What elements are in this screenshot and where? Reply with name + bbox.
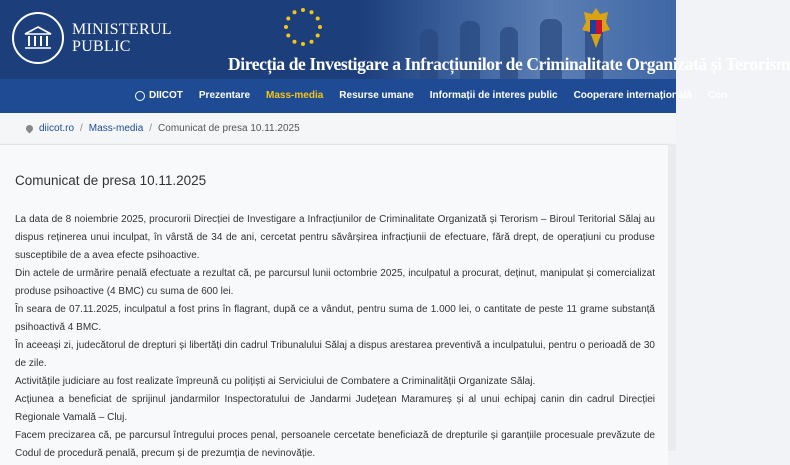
article-title: Comunicat de presa 10.11.2025	[15, 173, 207, 188]
article-paragraph: Facem precizarea că, pe parcursul întregului proces penal, persoanele cercetate beneficiază de drepturile și garanțiile procesuale prevăzute de Codul de procedură penală, precum și de prezumția de nevinovăție.	[15, 430, 655, 459]
romania-coat-of-arms-icon	[580, 6, 612, 50]
article-paragraph: La data de 8 noiembrie 2025, procurorii Direcției de Investigare a Infracțiunilor de Criminalitate Organizată și Terorism – Biroul Teritorial Sălaj au dispus reținerea unui inculpat, în vârstă de 34 de ani, cercetat pentru săvârșirea infracțiunii de efectuare, fără drept, de operațiuni cu produse susceptibile de a avea efecte psihoactive.	[15, 214, 655, 261]
article-paragraph: În aceeași zi, judecătorul de drepturi și libertăți din cadrul Tribunalului Sălaj a dispus arestarea preventivă a inculpatului, pentru o perioadă de 30 de zile.	[15, 340, 655, 369]
site-header	[0, 0, 790, 79]
nav-item-resurse-umane[interactable]: Resurse umane	[339, 90, 414, 101]
breadcrumb-separator: /	[80, 122, 83, 134]
nav-item-contact[interactable]: Con	[707, 90, 728, 101]
logo-line-2: PUBLIC	[72, 38, 131, 55]
nav-item-cooperare-internationala[interactable]: Cooperare internațională	[573, 90, 692, 101]
temple-icon	[12, 12, 64, 64]
article-paragraph: Activitățile judiciare au fost realizate împreună cu polițiști ai Serviciului de Combatere a Criminalității Organizate Sălaj.	[15, 376, 536, 387]
breadcrumb-separator: /	[149, 122, 153, 134]
nav-item-informatii-interes-public[interactable]: Informații de interes public	[429, 90, 558, 101]
nav-item-mass-media[interactable]: Mass-media	[266, 90, 324, 101]
globe-icon	[135, 91, 145, 101]
breadcrumb-section-link[interactable]: Mass-media	[88, 122, 144, 134]
article-paragraph: În seara de 07.11.2025, inculpatul a fost prins în flagrant, după ce a vândut, pentru suma de 1.000 lei, o cantitate de peste 11 grame substanță psihoactivă 4 BMC.	[15, 304, 655, 333]
breadcrumb-current: Comunicat de presa 10.11.2025	[158, 122, 300, 134]
article-paragraph: Din actele de urmărire penală efectuate a rezultat că, pe parcursul lunii octombrie 2025, inculpatul a procurat, deținut, manipulat și comercializat produse psihoactive (4 BMC) cu suma de 600 lei.	[15, 268, 655, 297]
breadcrumb	[0, 113, 676, 143]
nav-item-diicot[interactable]	[0, 79, 191, 113]
site-title: Direcția de Investigare a Infracțiunilor de Criminalitate Organizată și Terorism	[228, 54, 790, 74]
eu-flag-icon	[280, 4, 326, 50]
article-card	[0, 144, 668, 465]
right-sidebar-edge	[668, 144, 676, 451]
nav-label: DIICOT	[149, 90, 183, 101]
location-pin-icon	[25, 123, 35, 133]
logo-line-1: MINISTERUL	[72, 21, 172, 38]
article-paragraph: Acțiunea a beneficiat de sprijinul jandarmilor Inspectoratului de Jandarmi Județean Maramureș și al unui echipaj canin din cadrul Direcției Regionale Vamală – Cluj.	[15, 394, 655, 423]
ministerul-public-logo[interactable]	[12, 12, 172, 64]
main-navigation	[0, 79, 728, 113]
breadcrumb-home-link[interactable]: diicot.ro	[39, 122, 75, 134]
article-body	[15, 211, 655, 463]
nav-item-prezentare[interactable]: Prezentare	[198, 90, 251, 101]
